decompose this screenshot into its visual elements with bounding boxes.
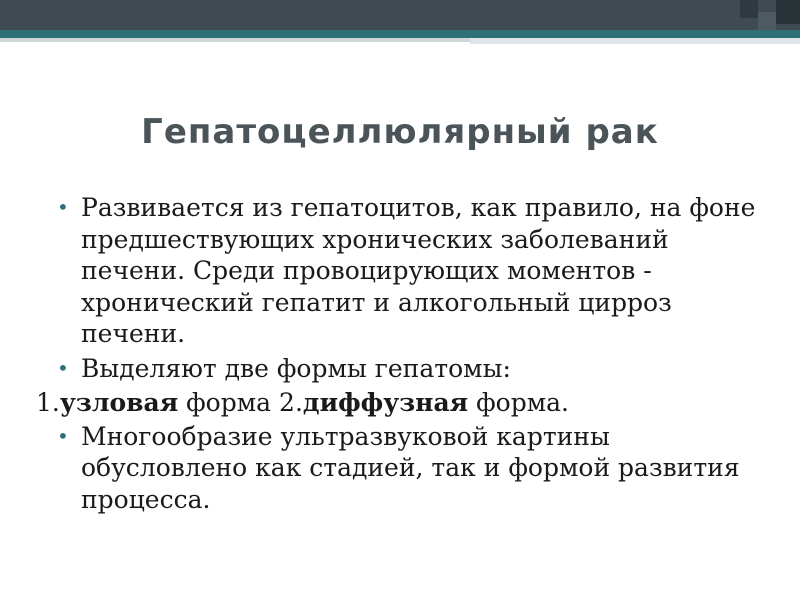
bullet-item <box>40 353 770 385</box>
bullet-text: Выделяют две формы гепатомы: <box>81 353 511 383</box>
decor-square <box>758 12 776 30</box>
slide-body <box>36 192 770 518</box>
forms-list <box>36 387 770 419</box>
bullet-text: Многообразие ультразвуковой картины обусловлено как стадией, так и формой развития процесса. <box>81 421 740 514</box>
header-rule-right <box>470 38 800 44</box>
slide-title: Гепатоцеллюлярный рак <box>141 112 659 152</box>
header-accent-bar <box>0 30 800 38</box>
bullet-icon: • <box>57 423 69 448</box>
header-bar <box>0 0 800 30</box>
bullet-icon: • <box>57 355 69 380</box>
header-rule-left <box>0 38 470 42</box>
form-number: 2. <box>279 388 303 417</box>
form-name: узловая <box>59 388 179 417</box>
bullet-text: Развивается из гепатоцитов, как правило, на фоне предшествующих хронических заболеваний печени. Среди провоцирующих моментов - хронический гепатит и алкогольный цирроз печени. <box>81 193 756 348</box>
decor-square <box>776 0 800 24</box>
form-number: 1. <box>36 388 60 417</box>
form-name: диффузная <box>302 388 469 417</box>
form-suffix: форма <box>178 388 280 417</box>
decor-square <box>740 0 758 18</box>
bullet-item <box>40 192 770 350</box>
bullet-icon: • <box>57 195 69 219</box>
form-suffix: форма. <box>468 388 570 417</box>
bullet-item <box>40 421 770 516</box>
